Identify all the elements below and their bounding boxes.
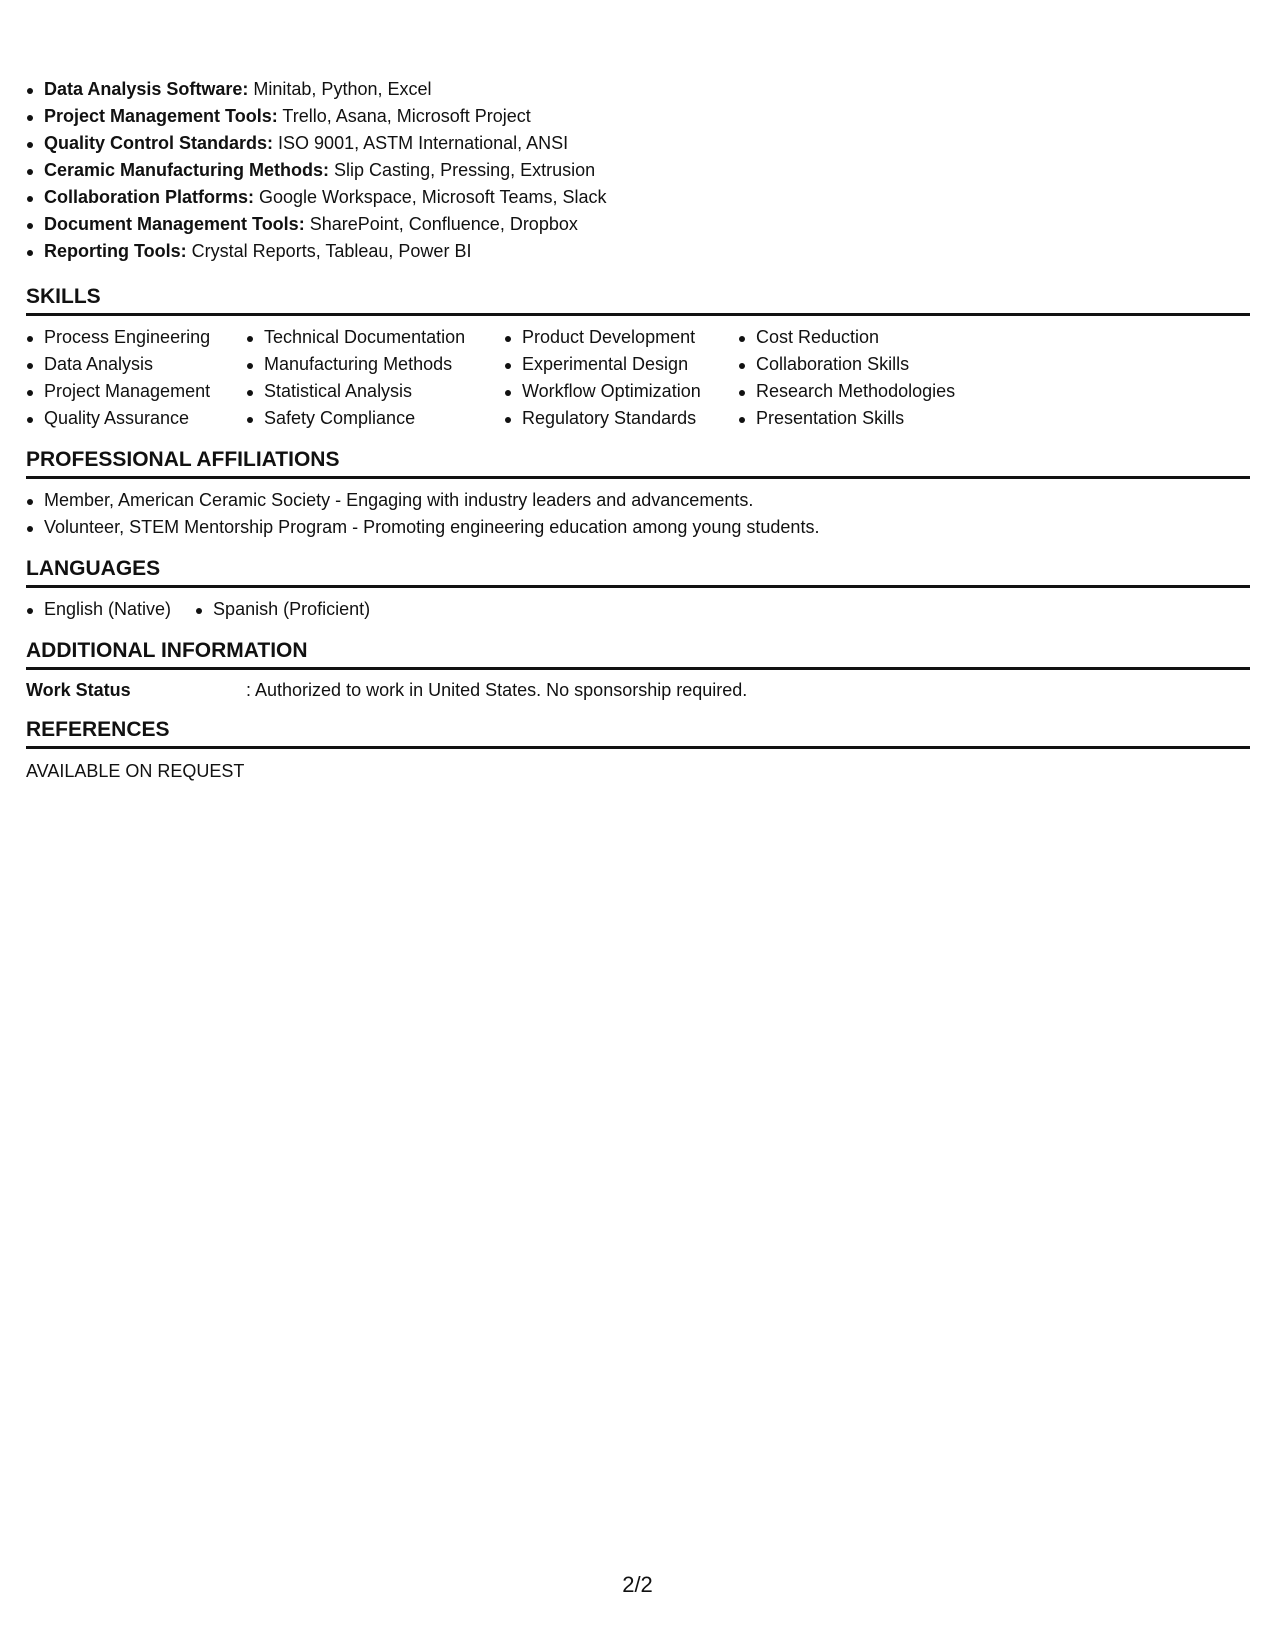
skill-item: Quality Assurance	[26, 405, 246, 432]
affiliations-list	[26, 487, 1250, 541]
references-text: AVAILABLE ON REQUEST	[26, 761, 245, 781]
skill-item: Regulatory Standards	[504, 405, 738, 432]
languages-list	[26, 596, 1250, 623]
list-item: Quality Control Standards: ISO 9001, ASTM International, ANSI	[26, 130, 1250, 157]
skill-item: Experimental Design	[504, 351, 738, 378]
skill-item: Research Methodologies	[738, 378, 998, 405]
list-item: Reporting Tools: Crystal Reports, Tableau, Power BI	[26, 238, 1250, 265]
language-item: Spanish (Proficient)	[195, 596, 370, 623]
skills-grid	[26, 324, 1250, 432]
skills-column-3	[504, 324, 738, 432]
skills-column-2	[246, 324, 504, 432]
work-status-label: Work Status	[26, 680, 131, 700]
list-item: Document Management Tools: SharePoint, Confluence, Dropbox	[26, 211, 1250, 238]
skill-item: Cost Reduction	[738, 324, 998, 351]
affiliations-heading: PROFESSIONAL AFFILIATIONS	[26, 446, 1250, 479]
list-item: Data Analysis Software: Minitab, Python, Excel	[26, 76, 1250, 103]
skills-column-4	[738, 324, 998, 432]
skill-item: Safety Compliance	[246, 405, 504, 432]
skill-item: Project Management	[26, 378, 246, 405]
list-item: Collaboration Platforms: Google Workspace, Microsoft Teams, Slack	[26, 184, 1250, 211]
skill-item: Technical Documentation	[246, 324, 504, 351]
list-item: Ceramic Manufacturing Methods: Slip Casting, Pressing, Extrusion	[26, 157, 1250, 184]
language-item: English (Native)	[26, 596, 171, 623]
skill-item: Workflow Optimization	[504, 378, 738, 405]
work-status-row	[26, 678, 1250, 702]
languages-heading: LANGUAGES	[26, 555, 1250, 588]
skill-item: Product Development	[504, 324, 738, 351]
page-number: 2/2	[622, 1572, 653, 1597]
affiliation-item: Volunteer, STEM Mentorship Program - Promoting engineering education among young students.	[26, 514, 1250, 541]
skill-item: Statistical Analysis	[246, 378, 504, 405]
additional-info-heading: ADDITIONAL INFORMATION	[26, 637, 1250, 670]
resume-page	[26, 76, 1250, 783]
affiliation-item: Member, American Ceramic Society - Engaging with industry leaders and advancements.	[26, 487, 1250, 514]
skill-item: Data Analysis	[26, 351, 246, 378]
skill-item: Presentation Skills	[738, 405, 998, 432]
skill-item: Manufacturing Methods	[246, 351, 504, 378]
skill-item: Process Engineering	[26, 324, 246, 351]
skills-heading: SKILLS	[26, 283, 1250, 316]
skill-item: Collaboration Skills	[738, 351, 998, 378]
list-item: Project Management Tools: Trello, Asana, Microsoft Project	[26, 103, 1250, 130]
tools-list	[26, 76, 1250, 265]
work-status-value: : Authorized to work in United States. No sponsorship required.	[246, 680, 748, 700]
references-heading: REFERENCES	[26, 716, 1250, 749]
skills-column-1	[26, 324, 246, 432]
